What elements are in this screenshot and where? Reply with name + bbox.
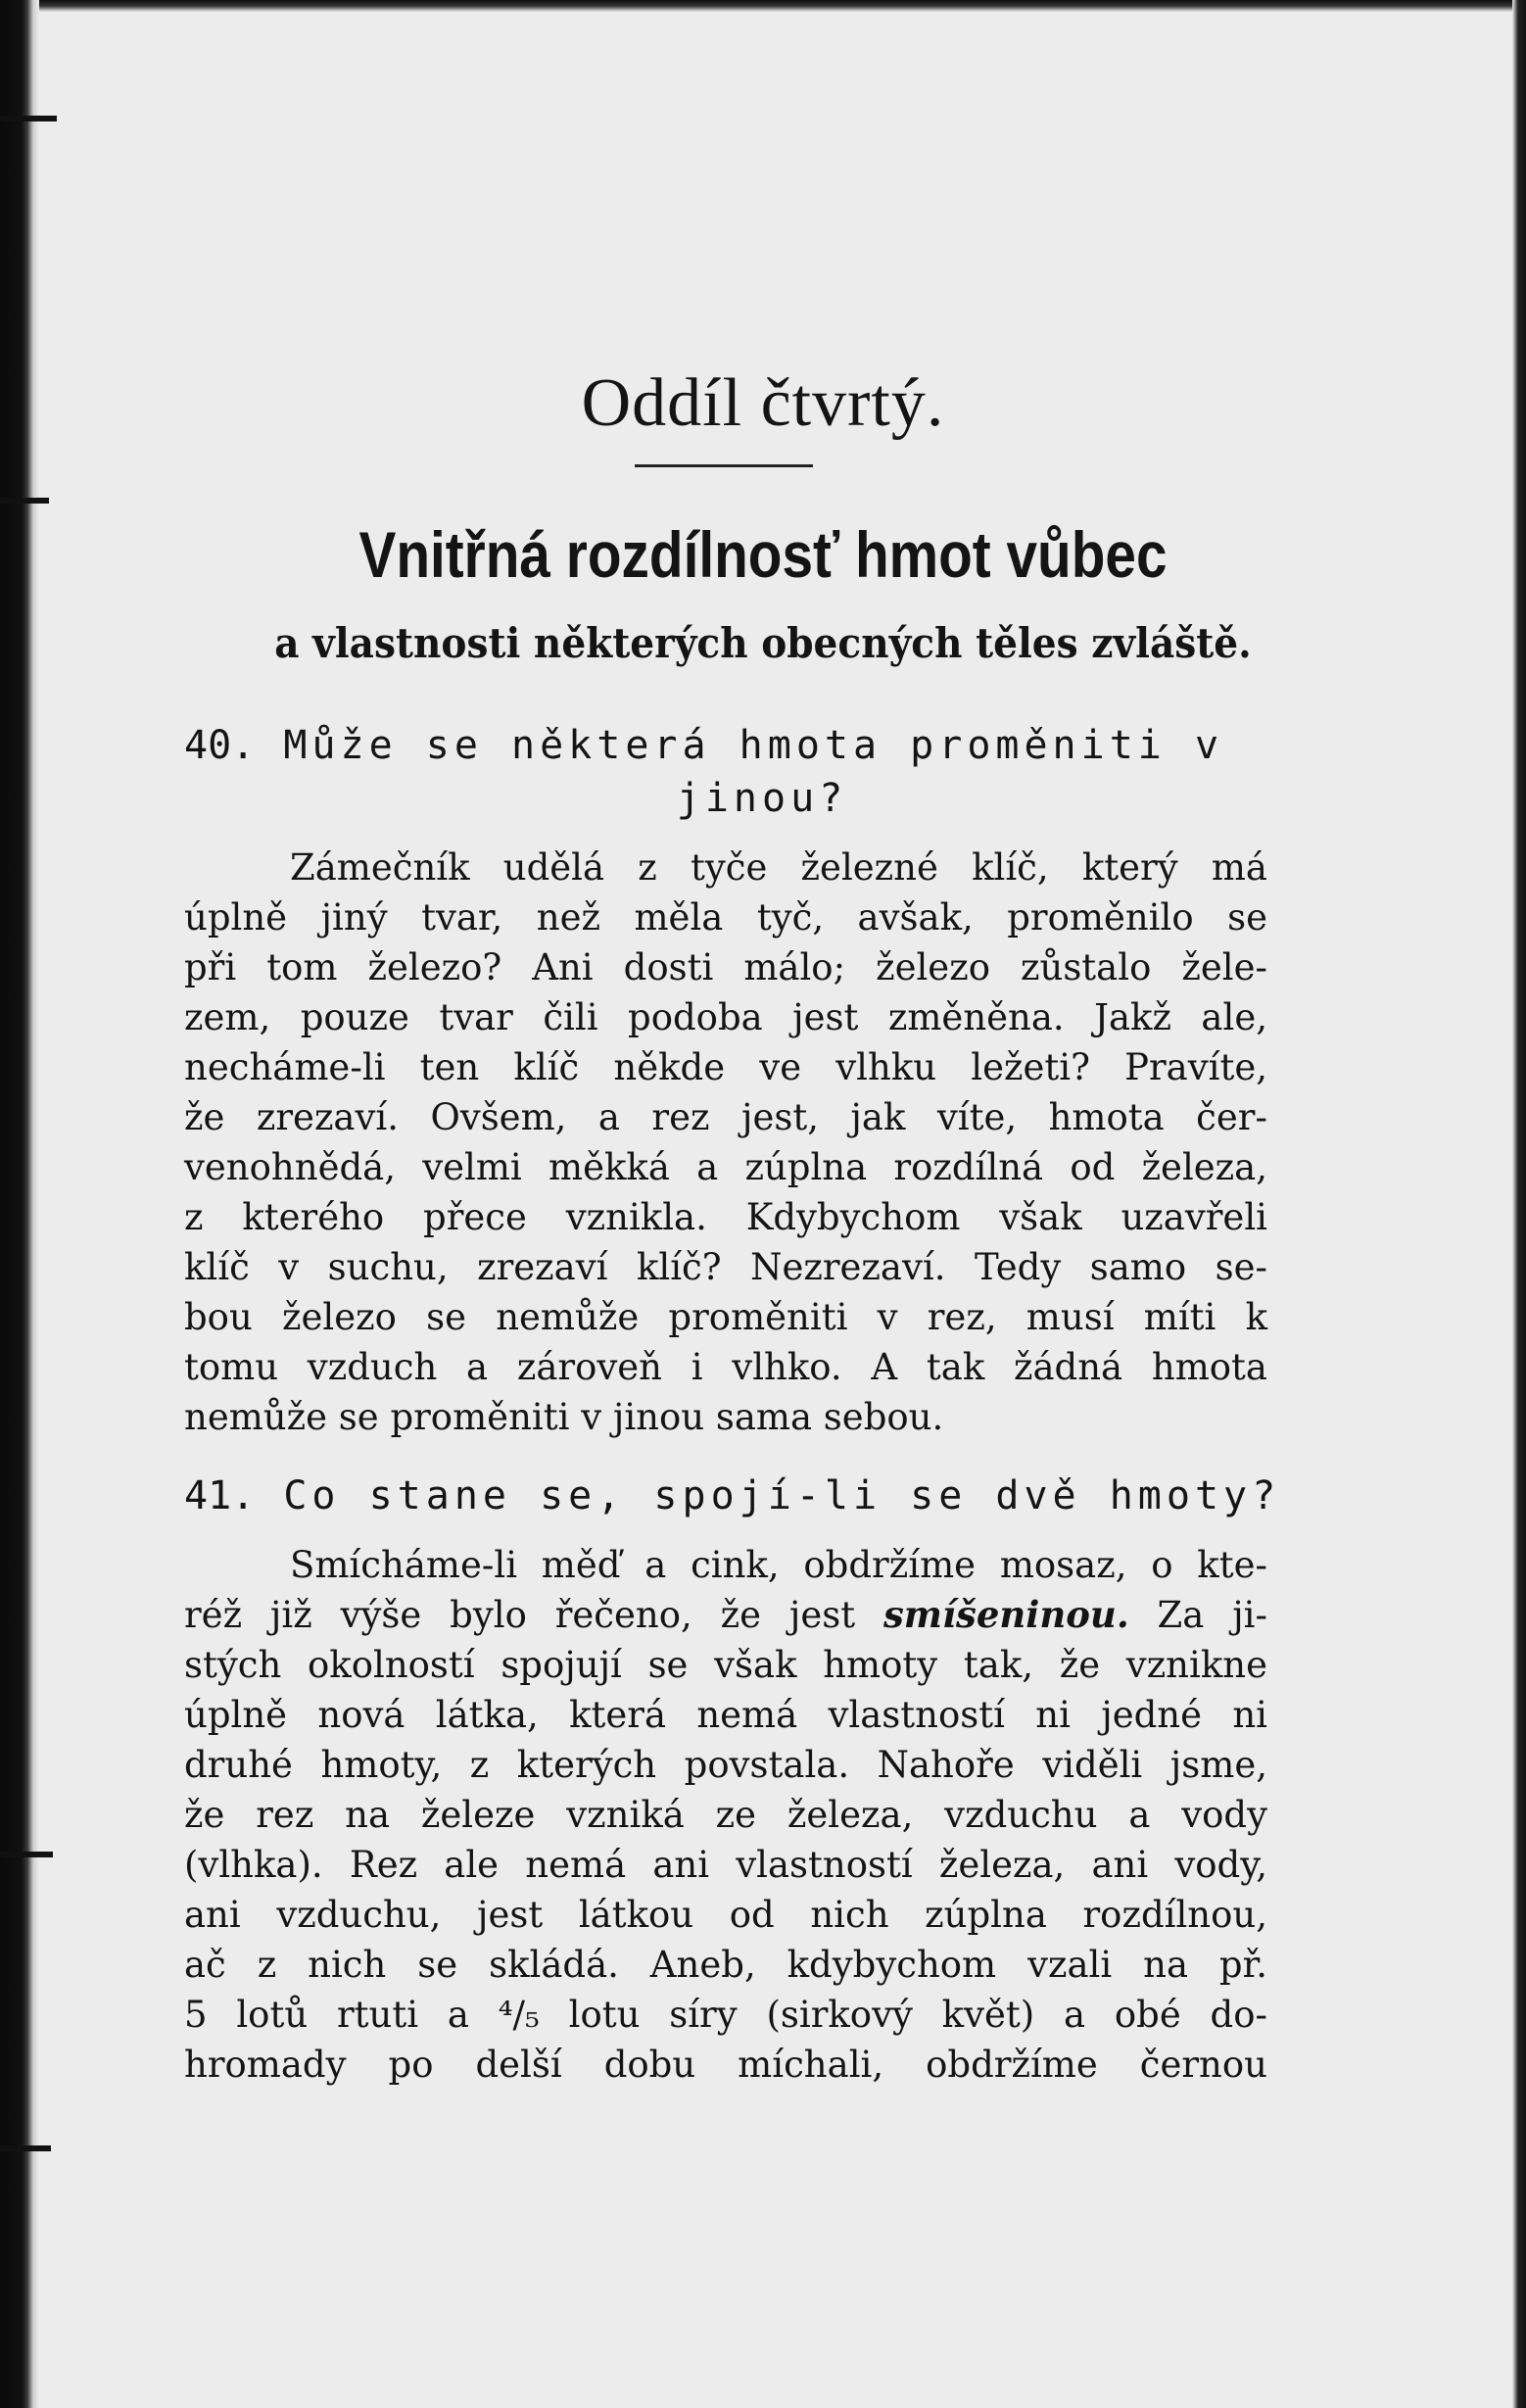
- title-rule: [635, 464, 813, 467]
- paragraph-line: (vlhka). Rez ale nemá ani vlastností železa, ani vody,: [184, 1844, 1267, 1886]
- binding-mark: [0, 498, 49, 504]
- emphasized-term: smíšeninou.: [882, 1593, 1129, 1636]
- paragraph-line: klíč v suchu, zrezaví klíč? Nezrezaví. Tedy samo se-: [184, 1246, 1267, 1288]
- binding-mark: [0, 116, 57, 121]
- paragraph-line: že zrezaví. Ovšem, a rez jest, jak víte, hmota čer-: [184, 1096, 1267, 1138]
- paragraph-line: venohnědá, velmi měkká a zúplna rozdílná od železa,: [184, 1146, 1267, 1188]
- paragraph-line: zem, pouze tvar čili podoba jest změněna. Jakž ale,: [184, 996, 1267, 1038]
- page-binding-edge: [0, 0, 39, 2408]
- paragraph-line: stých okolností spojují se však hmoty tak, že vznikne: [184, 1644, 1267, 1686]
- page-top-edge: [0, 0, 1526, 12]
- paragraph-line: z kterého přece vznikla. Kdybychom však uzavřeli: [184, 1196, 1267, 1238]
- page-right-edge: [1512, 0, 1526, 2408]
- text-run: Za ji-: [1128, 1594, 1267, 1636]
- chapter-subtitle: a vlastnosti některých obecných těles zvláště.: [274, 619, 1252, 667]
- question-number: 40.: [184, 723, 256, 768]
- paragraph-line: úplně nová látka, která nemá vlastností ni jedné ni: [184, 1694, 1267, 1736]
- question-text-line: Může se některá hmota proměniti v: [283, 723, 1224, 768]
- question-text-line: jinou?: [676, 776, 848, 821]
- paragraph-line: 5 lotů rtuti a ⁴/₅ lotu síry (sirkový květ) a obé do-: [184, 1994, 1267, 2036]
- paragraph-line: bou železo se nemůže proměniti v rez, musí míti k: [184, 1296, 1267, 1338]
- paragraph-line: ač z nich se skládá. Aneb, kdybychom vzali na př.: [184, 1944, 1267, 1986]
- paragraph-40: [184, 843, 1267, 1442]
- paragraph-line: necháme-li ten klíč někde ve vlhku ležeti? Pravíte,: [184, 1046, 1267, 1088]
- paragraph-line: při tom železo? Ani dosti málo; železo zůstalo žele-: [184, 946, 1267, 988]
- question-text-line: Co stane se, spojí-li se dvě hmoty?: [283, 1473, 1281, 1518]
- section-title: Oddíl čtvrtý.: [581, 365, 945, 441]
- paragraph-line: ani vzduchu, jest látkou od nich zúplna rozdílnou,: [184, 1894, 1267, 1936]
- question-number: 41.: [184, 1473, 256, 1518]
- paragraph-line-mixed: [184, 1590, 1267, 1640]
- paragraph-line: nemůže se proměniti v jinou sama sebou.: [184, 1396, 944, 1438]
- paragraph-line: hromady po delší dobu míchali, obdržíme černou: [184, 2044, 1267, 2086]
- question-40: [184, 719, 1281, 825]
- paragraph-line: úplně jiný tvar, než měla tyč, avšak, proměnilo se: [184, 896, 1267, 939]
- paragraph-41: [184, 1540, 1267, 2090]
- chapter-title: Vnitřná rozdílnosť hmot vůbec: [358, 518, 1168, 591]
- text-run: réž již výše bylo řečeno, že jest: [184, 1594, 883, 1636]
- binding-mark: [0, 2145, 51, 2151]
- question-41: [184, 1469, 1281, 1522]
- binding-mark: [0, 1852, 53, 1857]
- paragraph-line: Smícháme-li měď a cink, obdržíme mosaz, o kte-: [290, 1544, 1267, 1586]
- paragraph-line: druhé hmoty, z kterých povstala. Nahoře viděli jsme,: [184, 1744, 1267, 1786]
- paragraph-line: tomu vzduch a zároveň i vlhko. A tak žádná hmota: [184, 1346, 1267, 1388]
- paragraph-line: Zámečník udělá z tyče železné klíč, který má: [290, 846, 1267, 889]
- paragraph-line: že rez na železe vzniká ze železa, vzduchu a vody: [184, 1794, 1267, 1836]
